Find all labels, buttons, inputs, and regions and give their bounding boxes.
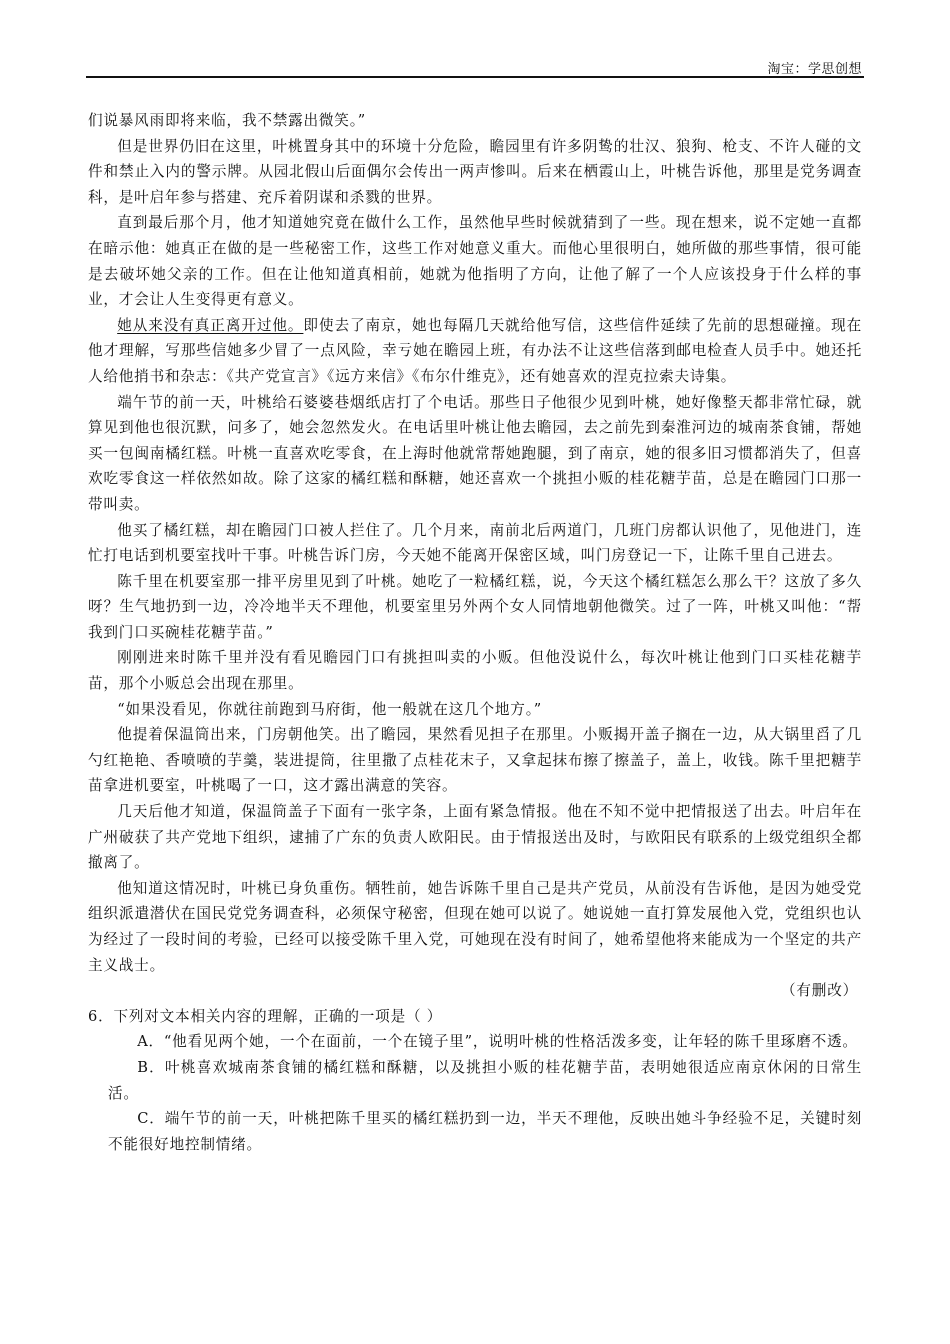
paragraph: 陈千里在机要室那一排平房里见到了叶桃。她吃了一粒橘红糕，说，今天这个橘红糕怎么那么干？这放了多久呀？生气地扔到一边，冷冷地半天不理他，机要室里另外两个女人同情地朝他微笑。过了一阵，叶桃又叫他：“帮我到门口买碗桂花糖芋苗。” <box>88 572 862 641</box>
option-a: A．“他看见两个她，一个在面前，一个在镜子里”，说明叶桃的性格活泼多变，让年轻的陈千里琢磨不透。 <box>137 1033 858 1051</box>
question-stem: 6．下列对文本相关内容的理解，正确的一项是（ ） <box>88 1007 443 1025</box>
paragraph: 端午节的前一天，叶桃给石婆婆巷烟纸店打了个电话。那些日子他很少见到叶桃，她好像整天都非常忙碌，就算见到他也很沉默，问多了，她会忽然发火。在电话里叶桃让他去瞻园，去之前先到秦淮河边的城南茶食铺，帮她买一包闽南橘红糕。叶桃一直喜欢吃零食，在上海时他就常帮她跑腿，到了南京，她的很多旧习惯都消失了，但喜欢吃零食这一样依然如故。除了这家的橘红糕和酥糖，她还喜欢一个挑担小贩的桂花糖芋苗，总是在瞻园门口那一带叫卖。 <box>88 393 862 513</box>
source-note: （有删改） <box>781 982 858 1000</box>
paragraph: 们说暴风雨即将来临，我不禁露出微笑。” <box>88 112 367 129</box>
underlined-sentence: 她从来没有真正离开过他。 <box>117 316 304 334</box>
paragraph: 直到最后那个月，他才知道她究竟在做什么工作，虽然他早些时候就猜到了一些。现在想来，说不定她一直都在暗示他：她真正在做的是一些秘密工作，这些工作对她意义重大。而他心里很明白，她所做的那些事情，很可能是去破坏她父亲的工作。但在让他知道真相前，她就为他指明了方向，让他了解了一个人应该投身于什么样的事业，才会让人生变得更有意义。 <box>88 214 862 309</box>
passage-body <box>88 108 862 1157</box>
option-c: C．端午节的前一天，叶桃把陈千里买的橘红糕扔到一边，半天不理他，反映出她斗争经验不足，关键时刻不能很好地控制情绪。 <box>108 1110 862 1153</box>
paragraph: 他买了橘红糕，却在瞻园门口被人拦住了。几个月来，南前北后两道门，几班门房都认识他了，见他进门，连忙打电话到机要室找叶干事。叶桃告诉门房，今天她不能离开保密区域，叫门房登记一下，让陈千里自己进去。 <box>88 521 862 565</box>
paragraph: 他知道这情况时，叶桃已身负重伤。牺牲前，她告诉陈千里自己是共产党员，从前没有告诉他，是因为她受党组织派遣潜伏在国民党党务调查科，必须保守秘密，但现在她可以说了。她说她一直打算发展他入党，党组织也认为经过了一段时间的考验，已经可以接受陈千里入党，可她现在没有时间了，她希望他将来能成为一个坚定的共产主义战士。 <box>88 879 862 974</box>
paragraph: “如果没看见，你就往前跑到马府街，他一般就在这几个地方。” <box>117 700 543 718</box>
question-6 <box>88 1004 862 1158</box>
paragraph: 几天后他才知道，保温筒盖子下面有一张字条，上面有紧急情报。他在不知不觉中把情报送了出去。叶启年在广州破获了共产党地下组织，逮捕了广东的负责人欧阳民。由于情报送出及时，与欧阳民有联系的上级党组织全都撤离了。 <box>88 803 862 872</box>
paragraph <box>88 313 862 390</box>
paragraph: 他提着保温筒出来，门房朝他笑。出了瞻园，果然看见担子在那里。小贩揭开盖子搁在一边，从大锅里舀了几勺红艳艳、香喷喷的芋羹，装进提筒，往里撒了点桂花末子，又拿起抹布擦了擦盖子，盖上，收钱。陈千里把糖芋苗拿进机要室，叶桃喝了一口，这才露出满意的笑容。 <box>88 726 862 795</box>
paragraph: 刚刚进来时陈千里并没有看见瞻园门口有挑担叫卖的小贩。但他没说什么，每次叶桃让他到门口买桂花糖芋苗，那个小贩总会出现在那里。 <box>88 649 862 693</box>
option-b: B．叶桃喜欢城南茶食铺的橘红糕和酥糖，以及挑担小贩的桂花糖芋苗，表明她很适应南京休闲的日常生活。 <box>108 1058 862 1102</box>
paragraph-text: 即使去了南京，她也每隔几天就给他写信，这些信件延续了先前的思想碰撞。现在他才理解，写那些信她多少冒了一点风险，幸亏她在瞻园上班，有办法不让这些信落到邮电检查人员手中。她还托人给他捎书和杂志：《共产党宣言》《远方来信》《布尔什维克》，还有她喜欢的涅克拉索夫诗集。 <box>88 316 862 385</box>
header-divider <box>86 76 864 78</box>
header-source-label: 淘宝：学思创想 <box>767 62 862 77</box>
paragraph: 但是世界仍旧在这里，叶桃置身其中的环境十分危险，瞻园里有许多阴鸷的壮汉、狼狗、枪支、不许人碰的文件和禁止入内的警示牌。从园北假山后面偶尔会传出一两声惨叫。后来在栖霞山上，叶桃告诉他，那里是党务调查科，是叶启年参与搭建、充斥着阴谋和杀戮的世界。 <box>88 137 862 206</box>
